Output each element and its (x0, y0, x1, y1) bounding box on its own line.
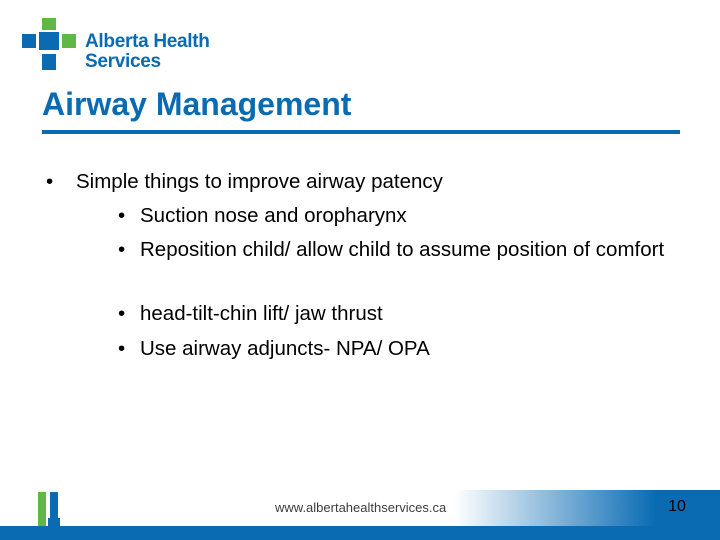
logo-line-1: Alberta Health (85, 31, 210, 52)
sub-bullet-text: Suction nose and oropharynx (140, 204, 407, 227)
ahs-cross-icon (22, 18, 78, 72)
bullet-dot: • (118, 204, 126, 227)
footer-bar (0, 490, 720, 540)
footer-url[interactable]: www.albertahealthservices.ca (275, 500, 447, 515)
footer-bottom-band (0, 526, 720, 540)
sub-bullet-text: Use airway adjuncts- NPA/ OPA (140, 337, 430, 360)
page-number: 10 (668, 498, 686, 515)
sub-bullet-text: Reposition child/ allow child to assume position of comfort (140, 238, 665, 261)
slide-title: Airway Management (42, 86, 352, 122)
footer-gradient (455, 490, 655, 526)
bullet-dot: • (118, 238, 126, 261)
bullet-dot: • (118, 337, 126, 360)
sub-bullet-text: head-tilt-chin lift/ jaw thrust (140, 302, 383, 325)
bullet-dot: • (118, 302, 126, 325)
logo-wordmark (85, 32, 210, 72)
logo-line-2: Services (85, 51, 161, 72)
bullet-dot: • (46, 170, 54, 193)
title-underline (42, 130, 680, 134)
ahs-logo (22, 18, 212, 72)
main-bullet-text: Simple things to improve airway patency (76, 170, 443, 193)
footer-bars-icon (36, 490, 62, 526)
